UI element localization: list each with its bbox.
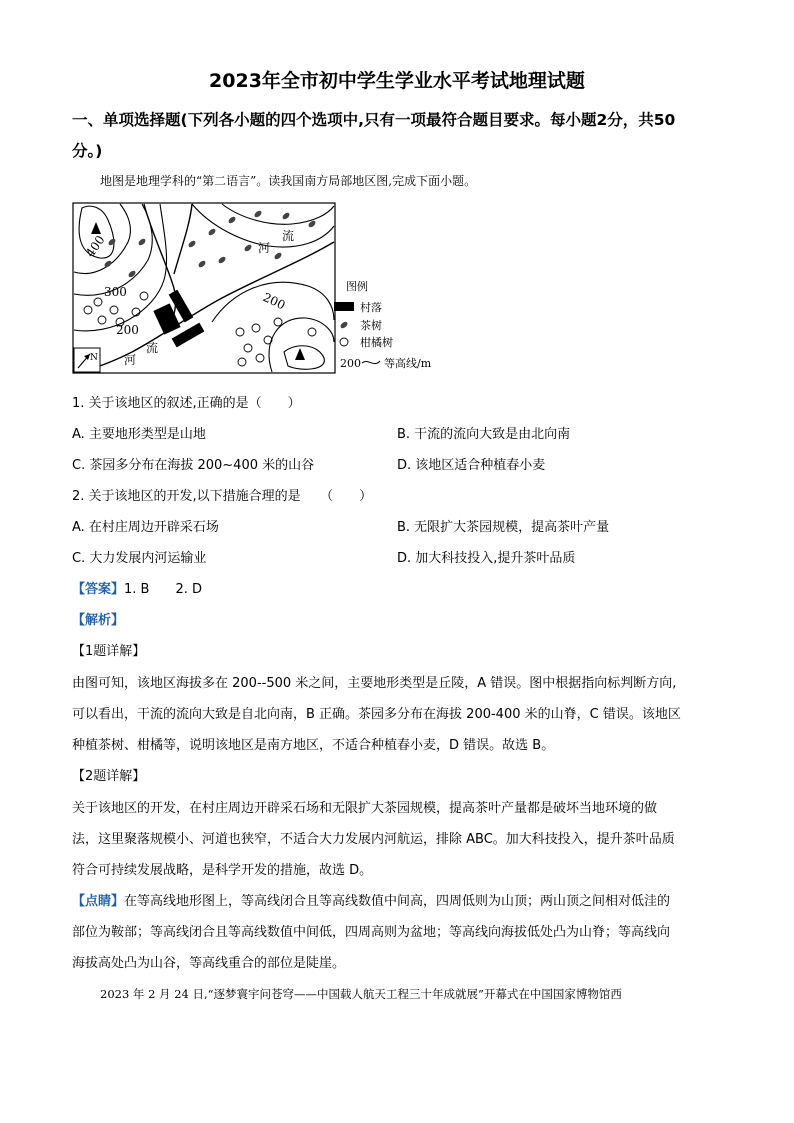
analysis-heading: 【解析】 [72, 613, 125, 628]
topographic-map [72, 202, 442, 374]
detail-1-heading: 【1题详解】 [72, 644, 146, 659]
river-label: 流 [146, 341, 159, 355]
section-heading: 一、单项选择题(下列各小题的四个选项中,只有一项最符合题目要求。每小题2分，共50 [72, 111, 676, 129]
section-heading-cont: 分。) [72, 142, 103, 160]
answer-label: 【答案】 [72, 582, 125, 597]
svg-text:N: N [90, 353, 98, 363]
next-question-intro: 2023 年 2 月 24 日,“逐梦寰宇问苍穹——中国载人航天工程三十年成就展”开幕式在中国国家博物馆西 [100, 987, 622, 1001]
detail-2-line: 符合可持续发展战略，是科学开发的措施，故选 D。 [72, 863, 373, 878]
north-arrow-icon [74, 348, 100, 372]
q2-option-c[interactable]: C. 大力发展内河运输业 [72, 551, 207, 566]
map-legend [334, 279, 432, 370]
detail-2-line: 关于该地区的开发，在村庄周边开辟采石场和无限扩大茶园规模，提高茶叶产量都是破坏当地环境的做 [72, 801, 658, 816]
q2-option-b[interactable]: B. 无限扩大茶园规模，提高茶叶产量 [397, 520, 610, 535]
contour-label-200: 200 [260, 290, 288, 313]
legend-contour-icon [362, 361, 380, 364]
tip-line: 【点睛】在等高线地形图上，等高线闭合且等高线数值中间高，四周低则为山顶；两山顶之间相对低洼的 [72, 894, 671, 909]
river-label: 河 [124, 353, 137, 367]
detail-1-line: 由图可知，该地区海拔多在 200--500 米之间，主要地形类型是丘陵，A 错误。图中根据指向标判断方向, [72, 676, 677, 691]
q2-stem: 2. 关于该地区的开发,以下措施合理的是 （ ） [72, 489, 373, 504]
contour-label-400: 400 [82, 232, 108, 260]
legend-orange-icon [340, 338, 348, 346]
contour-label-300: 300 [104, 285, 127, 299]
legend-tea-icon [339, 321, 348, 330]
detail-1-line: 种植茶树、柑橘等，说明该地区是南方地区，不适合种植春小麦，D 错误。故选 B。 [72, 738, 555, 753]
tip-label: 【点睛】 [72, 894, 125, 909]
q1-option-d[interactable]: D. 该地区适合种植春小麦 [397, 458, 546, 473]
river-label: 流 [282, 229, 295, 243]
river-label: 河 [258, 241, 271, 255]
q1-option-c[interactable]: C. 茶园多分布在海拔 200~400 米的山谷 [72, 458, 315, 473]
q2-option-a[interactable]: A. 在村庄周边开辟采石场 [72, 520, 219, 535]
answer-line [72, 578, 202, 597]
detail-2-heading: 【2题详解】 [72, 769, 146, 784]
detail-1-line: 可以看出，干流的流向大致是自北向南，B 正确。茶园多分布在海拔 200-400 米的山脊，C 错误。该地区 [72, 707, 681, 722]
q1-option-b[interactable]: B. 干流的流向大致是由北向南 [397, 427, 571, 442]
legend-village: 村落 [360, 301, 382, 314]
page-title: 2023年全市初中学生学业水平考试地理试题 [209, 70, 585, 92]
contour-label-200: 200 [116, 323, 139, 337]
tip-line: 海拔高处凸为山谷，等高线重合的部位是陡崖。 [72, 956, 346, 971]
intro-text: 地图是地理学科的“第二语言”。读我国南方局部地区图,完成下面小题。 [100, 174, 477, 188]
q1-stem: 1. 关于该地区的叙述,正确的是（ ） [72, 396, 301, 411]
legend-tea: 茶树 [360, 319, 382, 332]
q2-option-d[interactable]: D. 加大科技投入,提升茶叶品质 [397, 551, 576, 566]
detail-2-line: 法，这里聚落规模小、河道也狭窄，不适合大力发展内河航运，排除 ABC。加大科技投入，提升茶叶品质 [72, 832, 675, 847]
legend-title: 图例 [346, 280, 368, 293]
legend-contour-value: 200 [340, 357, 361, 370]
q1-option-a[interactable]: A. 主要地形类型是山地 [72, 427, 206, 442]
answer-text: 1. B 2. D [124, 582, 203, 597]
legend-orange: 柑橘树 [360, 336, 393, 349]
legend-contour: 等高线/m [384, 357, 432, 370]
tip-line: 部位为鞍部；等高线闭合且等高线数值中间低，四周高则为盆地；等高线向海拔低处凸为山脊；等高线向 [72, 925, 671, 940]
legend-village-swatch [334, 302, 354, 311]
